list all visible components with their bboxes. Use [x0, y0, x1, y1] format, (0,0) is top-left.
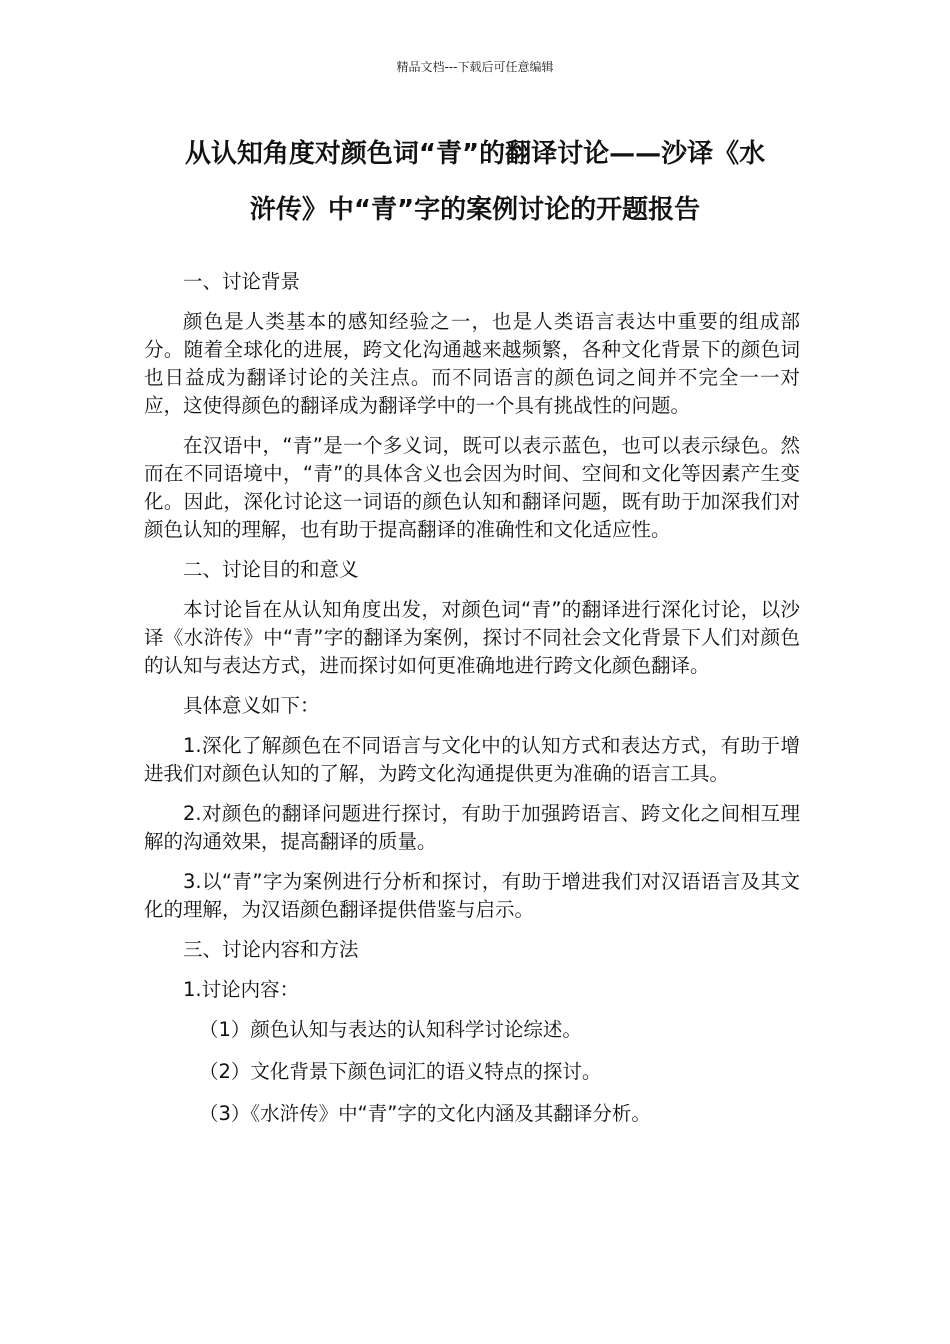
significance-point-2: 2.对颜色的翻译问题进行探讨，有助于加强跨语言、跨文化之间相互理解的沟通效果，提高翻译的质量。: [144, 802, 800, 853]
paragraph-background-1: 颜色是人类基本的感知经验之一，也是人类语言表达中重要的组成部分。随着全球化的进展，跨文化沟通越来越频繁，各种文化背景下的颜色词也日益成为翻译讨论的关注点。而不同语言的颜色词之间并不完全一一对应，这使得颜色的翻译成为翻译学中的一个具有挑战性的问题。: [144, 310, 800, 417]
paragraph-background-2: 在汉语中，“青”是一个多义词，既可以表示蓝色，也可以表示绿色。然而在不同语境中，“青”的具体含义也会因为时间、空间和文化等因素产生变化。因此，深化讨论这一词语的颜色认知和翻译问题，既有助于加深我们对颜色认知的理解，也有助于提高翻译的准确性和文化适应性。: [144, 434, 800, 541]
content-item-1: （1）颜色认知与表达的认知科学讨论综述。: [199, 1018, 582, 1041]
significance-point-1: 1.深化了解颜色在不同语言与文化中的认知方式和表达方式，有助于增进我们对颜色认知的了解，为跨文化沟通提供更为准确的语言工具。: [144, 734, 800, 785]
section-heading-content: 三、讨论内容和方法: [183, 938, 359, 961]
document-title: [140, 126, 810, 238]
section-heading-purpose: 二、讨论目的和意义: [183, 558, 359, 581]
significance-point-3: 3.以“青”字为案例进行分析和探讨，有助于增进我们对汉语语言及其文化的理解，为汉语颜色翻译提供借鉴与启示。: [144, 870, 800, 921]
paragraph-purpose-2: 具体意义如下：: [183, 694, 320, 717]
document-body: [144, 268, 800, 1142]
title-line-1: 从认知角度对颜色词“青”的翻译讨论——沙译《水: [184, 139, 766, 169]
paragraph-purpose-1: 本讨论旨在从认知角度出发，对颜色词“青”的翻译进行深化讨论，以沙译《水浒传》中“青”字的翻译为案例，探讨不同社会文化背景下人们对颜色的认知与表达方式，进而探讨如何更准确地进行跨文化颜色翻译。: [144, 598, 800, 677]
page-header: 精品文档---下载后可任意编辑: [396, 60, 554, 74]
content-item-3: （3）《水浒传》中“青”字的文化内涵及其翻译分析。: [199, 1102, 651, 1125]
section-heading-background: 一、讨论背景: [183, 270, 301, 293]
content-item-2: （2）文化背景下颜色词汇的语义特点的探讨。: [199, 1060, 602, 1083]
title-line-2: 浒传》中“青”字的案例讨论的开题报告: [249, 195, 701, 225]
subheading-content: 1.讨论内容：: [183, 978, 300, 1001]
